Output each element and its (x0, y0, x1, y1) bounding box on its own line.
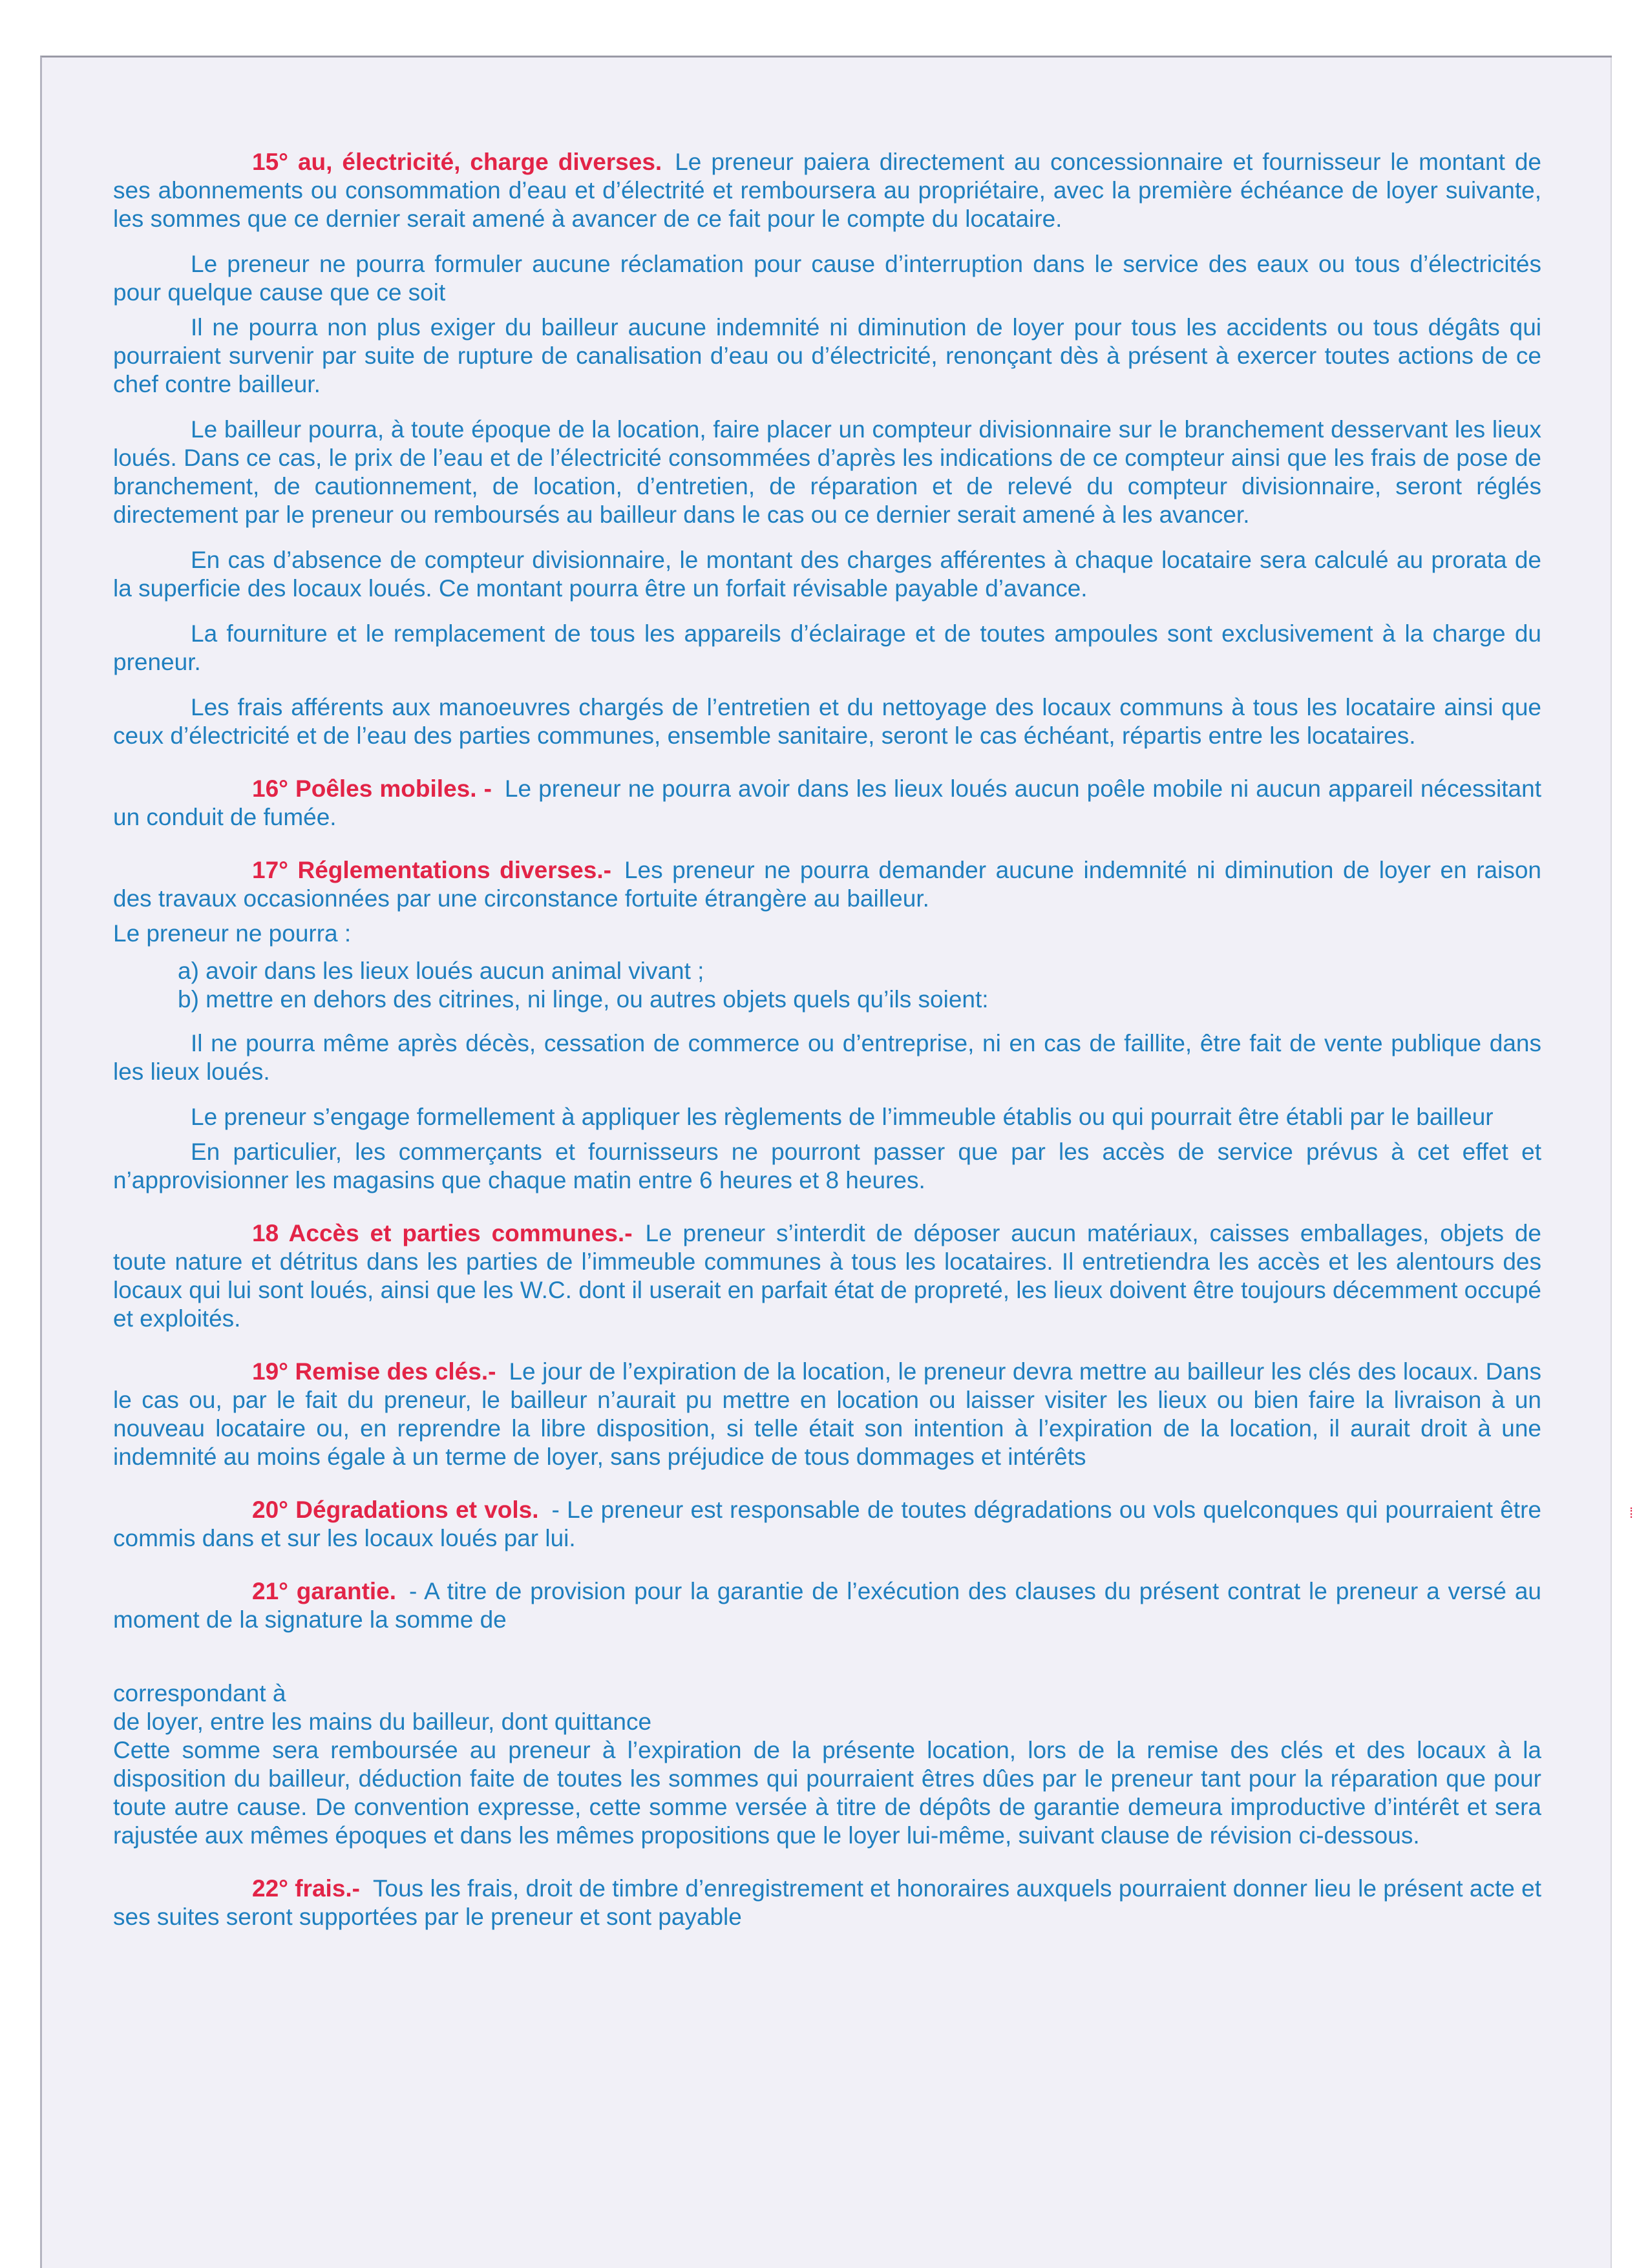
article-17-heading: 17° Réglementations diverses.- (252, 857, 611, 883)
article-15-paragraph-6: La fourniture et le remplacement de tous les appareils d’éclairage et de toutes ampoules sont exclusivement à la charge du preneur. (113, 620, 1541, 675)
article-22-intro (113, 1874, 1541, 1931)
article-17-paragraph-4: Le preneur s’engage formellement à appliquer les règlements de l’immeuble établis ou qui pourrait être établi par le bailleur (191, 1104, 1494, 1130)
article-16-intro (113, 775, 1541, 832)
article-18-intro (113, 1219, 1541, 1333)
article-18-paragraph-1: Le preneur s’interdit de déposer aucun matériaux, caisses emballages, objets de toute nature et détritus dans les parties de l’immeuble communes à tous les locataires. Il entretiendra les accès et les alentours des locaux qui lui sont loués, ainsi que les W.C. dont il userait en parfait état de propreté, les lieux doivent être toujours décemment occupé et exploités. (113, 1220, 1541, 1332)
article-19-paragraph-1: Le jour de l’expiration de la location, le preneur devra mettre au bailleur les clés des locaux. Dans le cas ou, par le fait du preneur, le bailleur n’aurait pu mettre en location ou laisser visiter les lieux ou bien faire la livraison à un nouveau locataire ou, en reprendre la libre disposition, si telle était son intention à l’expiration de la location, il aurait droit à une indemnité au moins égale à un terme de loyer, sans préjudice de tous dommages et intérêts (113, 1358, 1541, 1470)
article-21-line-2: de loyer, entre les mains du bailleur, dont quittance (113, 1708, 652, 1735)
article-20-paragraph-1: - Le preneur est responsable de toutes dégradations ou vols quelconques qui pourraient être commis dans et sur les locaux loués par lui. (113, 1496, 1541, 1551)
deposit-amount-blank (113, 1641, 1541, 1679)
article-22-heading: 22° frais.- (252, 1875, 360, 1902)
article-15-heading: 15° au, électricité, charge diverses. (252, 149, 662, 175)
article-21 (113, 1577, 1541, 1850)
article-17-list (178, 957, 1541, 1014)
article-21-paragraph-2: Cette somme sera remboursée au preneur à l’expiration de la présente location, lors de la remise des clés et des locaux à la disposition du bailleur, déduction faite de toutes les sommes qui pourraient êtres dûes par le preneur tant pour la réparation que pour toute autre cause. De convention expresse, cette somme versée à titre de dépôts de garantie demeura improductive d’intérêt et sera rajustée aux mêmes époques et dans les mêmes propositions que le loyer lui-même, suivant clause de révision ci-dessous. (113, 1737, 1541, 1849)
article-17-paragraph-3: Il ne pourra même après décès, cessation de commerce ou d’entreprise, ni en cas de faillite, être fait de vente publique dans les lieux loués. (113, 1030, 1541, 1085)
red-ink-mark: ⁞ (1629, 1505, 1634, 1521)
article-15-paragraph-2: Le preneur ne pourra formuler aucune réclamation pour cause d’interruption dans le service des eaux ou tous d’électricités pour quelque cause que ce soit (113, 251, 1541, 306)
article-15-paragraph-5: En cas d’absence de compteur divisionnaire, le montant des charges afférentes à chaque locataire sera calculé au prorata de la superficie des locaux loués. Ce montant pourra être un forfait révisable payable d’avance. (113, 547, 1541, 602)
article-16-heading: 16° Poêles mobiles. - (252, 775, 492, 802)
article-15 (113, 148, 1541, 750)
article-19 (113, 1358, 1541, 1471)
article-17 (113, 856, 1541, 1195)
article-20-heading: 20° Dégradations et vols. (252, 1496, 539, 1523)
list-item: b) mettre en dehors des citrines, ni linge, ou autres objets quels qu’ils soient: (178, 986, 989, 1013)
list-item: a) avoir dans les lieux loués aucun animal vivant ; (178, 958, 704, 984)
article-16 (113, 775, 1541, 832)
article-15-paragraph-3: Il ne pourra non plus exiger du bailleur aucune indemnité ni diminution de loyer pour tous les accidents ou tous dégâts qui pourraient survenir par suite de rupture de canalisation d’eau ou d’électricité, renonçant dès à présent à exercer toutes actions de ce chef contre bailleur. (113, 314, 1541, 397)
article-21-intro (113, 1577, 1541, 1634)
article-15-paragraph-7: Les frais afférents aux manoeuvres chargés de l’entretien et du nettoyage des locaux communs à tous les locataire ainsi que ceux d’électricité et de l’eau des parties communes, ensemble sanitaire, seront le cas échéant, répartis entre les locataires. (113, 694, 1541, 749)
article-20-intro (113, 1496, 1541, 1553)
article-17-paragraph-1: Les preneur ne pourra demander aucune indemnité ni diminution de loyer en raison des travaux occasionnées par une circonstance fortuite étrangère au bailleur. (113, 857, 1541, 912)
article-21-heading: 21° garantie. (252, 1578, 397, 1604)
article-22-paragraph-1: Tous les frais, droit de timbre d’enregistrement et honoraires auxquels pourraient donner lieu le présent acte et ses suites seront supportées par le preneur et sont payable (113, 1875, 1541, 1930)
article-17-paragraph-2: Le preneur ne pourra : (113, 920, 352, 947)
article-15-paragraph-4: Le bailleur pourra, à toute époque de la location, faire placer un compteur divisionnaire sur le branchement desservant les lieux loués. Dans ce cas, le prix de l’eau et de l’électricité consommées d’après les indications de ce compteur ainsi que les frais de pose de branchement, de cautionnement, de location, d’entretien, de réparation et de relevé du compteur divisionnaire, seront réglés directement par le preneur ou remboursés au bailleur dans le cas ou ce dernier serait amené à les avancer. (113, 416, 1541, 528)
article-21-paragraph-1: - A titre de provision pour la garantie de l’exécution des clauses du présent contrat le preneur a versé au moment de la signature la somme de (113, 1578, 1541, 1633)
article-18 (113, 1219, 1541, 1333)
article-22 (113, 1874, 1541, 1931)
article-17-paragraph-5: En particulier, les commerçants et fournisseurs ne pourront passer que par les accès de service prévus à cet effet et n’approvisionner les magasins que chaque matin entre 6 heures et 8 heures. (113, 1139, 1541, 1193)
document-body (113, 148, 1541, 1956)
article-17-intro (113, 856, 1541, 913)
article-15-paragraph-1: Le preneur paiera directement au concessionnaire et fournisseur le montant de ses abonnements ou consommation d’eau et d’électrité et remboursera au propriétaire, avec la première échéance de loyer suivante, les sommes que ce dernier serait amené à avancer de ce fait pour le compte du locataire. (113, 149, 1541, 232)
article-21-line-1: correspondant à (113, 1680, 286, 1706)
article-15-intro (113, 148, 1541, 233)
article-18-heading: 18 Accès et parties communes.- (252, 1220, 633, 1246)
article-16-paragraph-1: Le preneur ne pourra avoir dans les lieux loués aucun poêle mobile ni aucun appareil nécessitant un conduit de fumée. (113, 775, 1541, 830)
article-20 (113, 1496, 1541, 1553)
article-19-heading: 19° Remise des clés.- (252, 1358, 496, 1385)
article-19-intro (113, 1358, 1541, 1471)
document-page (40, 56, 1634, 2268)
